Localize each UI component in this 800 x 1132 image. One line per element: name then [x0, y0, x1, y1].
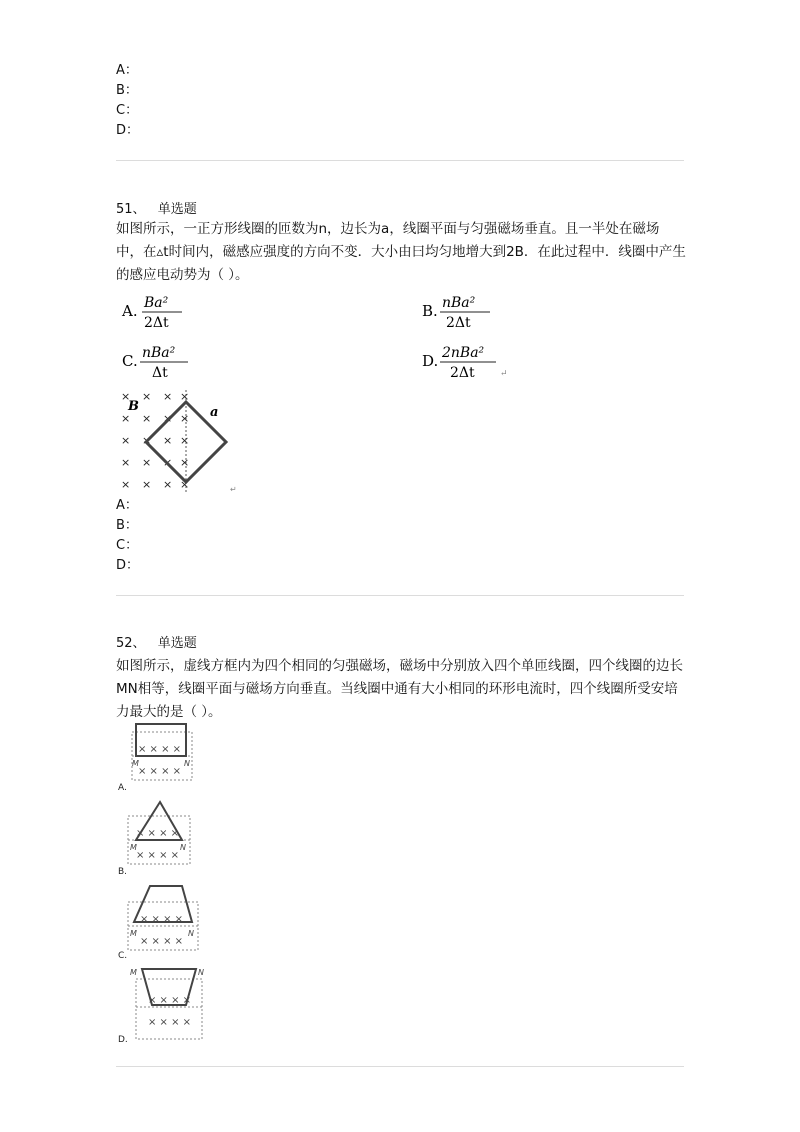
field-label: B: [128, 399, 139, 414]
svg-text:×: ×: [121, 412, 131, 425]
svg-text:× × × ×: × × × ×: [140, 936, 184, 947]
n-label: N: [188, 929, 194, 938]
option-c-label: C：: [116, 103, 139, 118]
svg-text:↵: ↵: [500, 369, 508, 379]
answer-b-label: B：: [116, 518, 138, 533]
m-label: M: [130, 843, 137, 852]
svg-text:↵: ↵: [230, 485, 237, 494]
question-51-header: [116, 198, 197, 217]
svg-text:×: ×: [142, 390, 152, 403]
m-label: M: [132, 759, 139, 768]
svg-text:×: ×: [163, 390, 173, 403]
coil-figure-d: [116, 965, 216, 1049]
svg-text:×: ×: [142, 412, 152, 425]
answer-d-label: D：: [116, 558, 140, 573]
svg-text:×: ×: [163, 456, 173, 469]
svg-text:×: ×: [180, 390, 190, 403]
question-type: 单选题: [157, 636, 197, 651]
svg-text:× × × ×: × × × ×: [138, 766, 182, 777]
n-label: N: [180, 843, 186, 852]
divider: [116, 595, 684, 596]
coil-figure-c: [116, 882, 206, 966]
choice-label: D.: [422, 352, 439, 370]
svg-text:×: ×: [163, 434, 173, 447]
question-52-stem: 如图所示，虚线方框内为四个相同的匀强磁场，磁场中分别放入四个单匝线圈，四个线圈的边长MN相等，线圈平面与磁场方向垂直。当线圈中通有大小相同的环形电流时，四个线圈所受安培力最大的是（ ）。: [116, 658, 683, 720]
choice-numerator: nBa²: [142, 345, 176, 361]
choice-d: [420, 342, 540, 386]
svg-text:× × × ×: × × × ×: [140, 914, 184, 925]
m-label: M: [130, 929, 137, 938]
choice-denominator: 2Δt: [144, 315, 169, 331]
question-number: 52、: [116, 636, 146, 651]
choice-numerator: nBa²: [442, 295, 476, 311]
divider: [116, 160, 684, 161]
svg-text:× × × ×: × × × ×: [136, 828, 180, 839]
choice-label: A.: [122, 302, 138, 320]
option-b-label: B：: [116, 83, 138, 98]
n-label: N: [184, 759, 190, 768]
choice-a: [120, 292, 220, 336]
svg-text:×: ×: [142, 456, 152, 469]
svg-text:×: ×: [142, 478, 152, 491]
coil-figure-b: [116, 800, 206, 879]
choice-denominator: 2Δt: [450, 365, 475, 381]
coil-figure-a: [116, 720, 206, 799]
question-51-stem: 如图所示，一正方形线圈的匝数为n，边长为a，线圈平面与匀强磁场垂直。且一半处在磁场中，在▵t时间内，磁感应强度的方向不变．大小由曰均匀地增大到2B．在此过程中．线圈中产生的感应电动势为（ ）。: [116, 221, 686, 283]
svg-text:×: ×: [180, 456, 190, 469]
choice-numerator: Ba²: [144, 295, 169, 311]
answer-c-label: C：: [116, 538, 139, 553]
figure-option-label: C.: [118, 951, 128, 961]
svg-text:×: ×: [121, 478, 131, 491]
svg-text:×: ×: [121, 434, 131, 447]
n-label: N: [198, 968, 204, 977]
svg-text:×: ×: [180, 478, 190, 491]
svg-text:×: ×: [121, 390, 131, 403]
figure-option-label: D.: [118, 1035, 128, 1045]
choice-numerator: 2nBa²: [442, 345, 485, 361]
question-type: 单选题: [157, 202, 197, 217]
svg-text:× × × ×: × × × ×: [138, 744, 182, 755]
question-52-header: [116, 632, 197, 651]
choice-label: C.: [122, 352, 138, 370]
figure-option-label: B.: [118, 867, 128, 875]
svg-text:× × × ×: × × × ×: [148, 995, 192, 1006]
svg-text:×: ×: [163, 478, 173, 491]
svg-text:×: ×: [142, 434, 152, 447]
choice-b: [420, 292, 530, 336]
svg-text:×: ×: [180, 412, 190, 425]
option-a-label: A：: [116, 63, 138, 78]
choice-denominator: 2Δt: [446, 315, 471, 331]
magnetic-field-figure: [116, 388, 246, 502]
svg-text:× × × ×: × × × ×: [136, 850, 180, 861]
choice-label: B.: [422, 302, 438, 320]
figure-option-label: A.: [118, 783, 127, 793]
choice-c: [120, 342, 220, 386]
m-label: M: [130, 968, 137, 977]
option-d-label: D：: [116, 123, 140, 138]
svg-text:×: ×: [163, 412, 173, 425]
divider: [116, 1066, 684, 1067]
choice-denominator: Δt: [152, 365, 168, 381]
svg-text:× × × ×: × × × ×: [148, 1017, 192, 1028]
side-label: a: [210, 405, 219, 420]
answer-a-label: A：: [116, 498, 138, 513]
svg-text:×: ×: [121, 456, 131, 469]
svg-text:×: ×: [180, 434, 190, 447]
question-number: 51、: [116, 202, 146, 217]
